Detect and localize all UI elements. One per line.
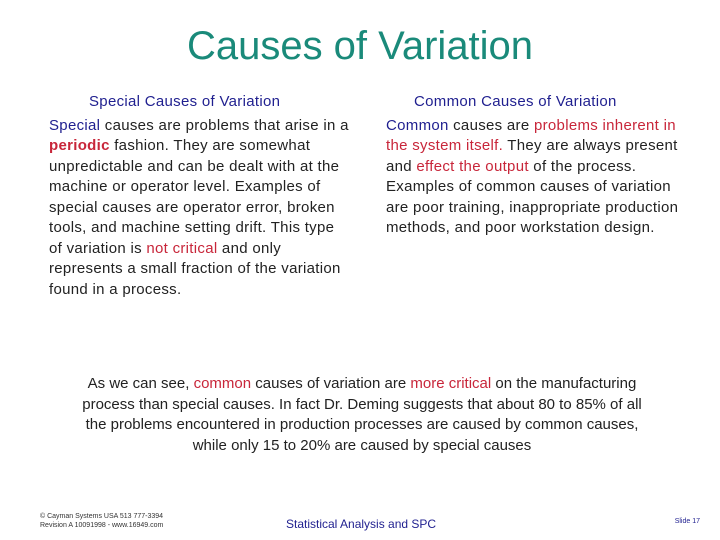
common-text-1: causes are	[448, 116, 534, 134]
summary-text-2: causes of variation are	[251, 375, 411, 392]
footer-copyright	[40, 512, 163, 530]
common-causes-text	[386, 116, 686, 239]
special-causes-text	[49, 116, 349, 301]
special-label: Special	[49, 116, 101, 134]
inherent-highlight: problems inherent in the system itself.	[386, 116, 676, 154]
special-causes-column	[49, 92, 349, 300]
summary-text-1: As we can see,	[87, 375, 194, 392]
slide-number: Slide 17	[674, 518, 700, 525]
common-text-2: They are always present and	[386, 137, 678, 175]
common-causes-column	[386, 92, 686, 239]
special-causes-heading: Special Causes of Variation	[89, 93, 281, 110]
periodic-highlight: periodic	[49, 137, 110, 154]
special-text-2: fashion. They are somewhat unpredictable and can be dealt with at the machine or operator level. Examples of special causes are operator error, broken tools, and machine setting drift. This type of variation is	[49, 137, 340, 257]
common-highlight: common	[193, 375, 252, 392]
more-critical-highlight: more critical	[410, 375, 492, 392]
copyright-line-2: Revision A 10091998 - www.16949.com	[40, 522, 164, 529]
footer-title: Statistical Analysis and SPC	[286, 517, 437, 531]
common-text-3: of the process. Examples of common causes of variation are poor training, inappropriate production methods, and poor workstation design.	[386, 157, 679, 236]
slide-title: Causes of Variation	[186, 24, 534, 68]
special-text-3: and only represents a small fraction of the variation found in a process.	[49, 239, 341, 298]
common-label: Common	[386, 116, 449, 134]
copyright-line-1: © Cayman Systems USA 513 777-3394	[40, 513, 164, 520]
special-text-1: causes are problems that arise in a	[100, 116, 349, 134]
effect-output-highlight: effect the output	[416, 157, 529, 175]
not-critical-highlight: not critical	[146, 239, 218, 257]
common-causes-heading: Common Causes of Variation	[414, 93, 617, 110]
summary-text-3: on the manufacturing process than special causes. In fact Dr. Deming suggests that about 80 to 85% of all the problems encountered in production processes are caused by common causes, while only 15 to 20% are caused by special causes	[82, 375, 642, 454]
summary-paragraph	[70, 374, 654, 456]
